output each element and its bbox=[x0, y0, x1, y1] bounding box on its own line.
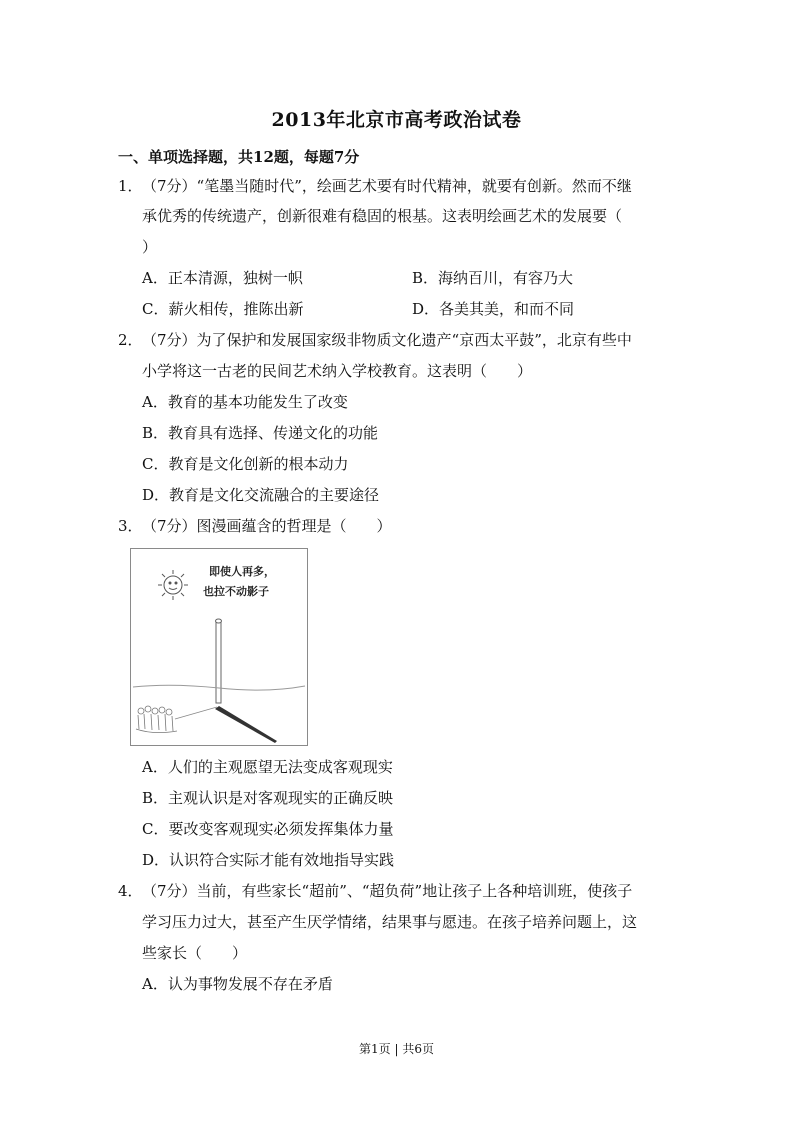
question-2-option-d: D．教育是文化交流融合的主要途径 bbox=[142, 486, 380, 504]
question-1-option-c: C．薪火相传，推陈出新 bbox=[142, 300, 304, 318]
question-2-number: 2． bbox=[118, 331, 143, 349]
cartoon-caption-line1: 即使人再多， bbox=[209, 565, 275, 578]
question-3-option-b: B．主观认识是对客观现实的正确反映 bbox=[142, 789, 394, 807]
pole-drawing bbox=[216, 619, 222, 703]
crowd-drawing bbox=[136, 706, 217, 733]
question-1-stem bbox=[118, 176, 632, 196]
question-1-option-a: A．正本清源，独树一帜 bbox=[142, 269, 303, 287]
page-title: 2013年北京市高考政治试卷 bbox=[271, 109, 522, 131]
question-3-text: （7分）图漫画蕴含的哲理是（ ） bbox=[142, 517, 392, 535]
cartoon-drawing bbox=[131, 549, 307, 745]
question-4-stem bbox=[118, 881, 632, 901]
question-1-option-d: D．各美其美，和而不同 bbox=[412, 300, 575, 318]
question-2-stem bbox=[118, 330, 632, 350]
question-2-stem-line2: 小学将这一古老的民间艺术纳入学校教育。这表明（ ） bbox=[142, 362, 533, 380]
question-4-stem-line2: 学习压力过大，甚至产生厌学情绪，结果事与愿违。在孩子培养问题上，这 bbox=[142, 913, 638, 931]
question-3-option-c: C．要改变客观现实必须发挥集体力量 bbox=[142, 820, 394, 838]
question-3-option-d: D．认识符合实际才能有效地指导实践 bbox=[142, 851, 395, 869]
question-1-stem-line2: 承优秀的传统遗产，创新很难有稳固的根基。这表明绘画艺术的发展要（ bbox=[142, 207, 623, 225]
question-3-number: 3． bbox=[118, 517, 143, 535]
cartoon-caption-line2: 也拉不动影子 bbox=[203, 585, 269, 598]
cartoon-figure bbox=[130, 548, 308, 746]
shadow-drawing bbox=[215, 706, 277, 743]
question-4-text: （7分）当前，有些家长“超前”、“超负荷”地让孩子上各种培训班，使孩子 bbox=[142, 882, 633, 900]
question-3-stem bbox=[118, 516, 392, 536]
page-footer: 第1页 | 共6页 bbox=[359, 1042, 434, 1056]
question-2-option-a: A．教育的基本功能发生了改变 bbox=[142, 393, 348, 411]
question-1-number: 1． bbox=[118, 177, 143, 195]
question-2-text: （7分）为了保护和发展国家级非物质文化遗产“京西太平鼓”，北京有些中 bbox=[142, 331, 632, 349]
question-1-option-b: B．海纳百川，有容乃大 bbox=[412, 269, 574, 287]
question-4-stem-line3: 些家长（ ） bbox=[142, 944, 248, 962]
sun-icon bbox=[158, 570, 188, 600]
question-1-stem-line3: ） bbox=[142, 238, 158, 256]
question-3-option-a: A．人们的主观愿望无法变成客观现实 bbox=[142, 758, 393, 776]
question-1-text: （7分）“笔墨当随时代”，绘画艺术要有时代精神，就要有创新。然而不继 bbox=[142, 177, 632, 195]
question-4-option-a: A．认为事物发展不存在矛盾 bbox=[142, 975, 333, 993]
question-2-option-b: B．教育具有选择、传递文化的功能 bbox=[142, 424, 379, 442]
question-2-option-c: C．教育是文化创新的根本动力 bbox=[142, 455, 349, 473]
question-4-number: 4． bbox=[118, 882, 143, 900]
section-heading: 一、单项选择题，共12题，每题7分 bbox=[118, 148, 360, 166]
